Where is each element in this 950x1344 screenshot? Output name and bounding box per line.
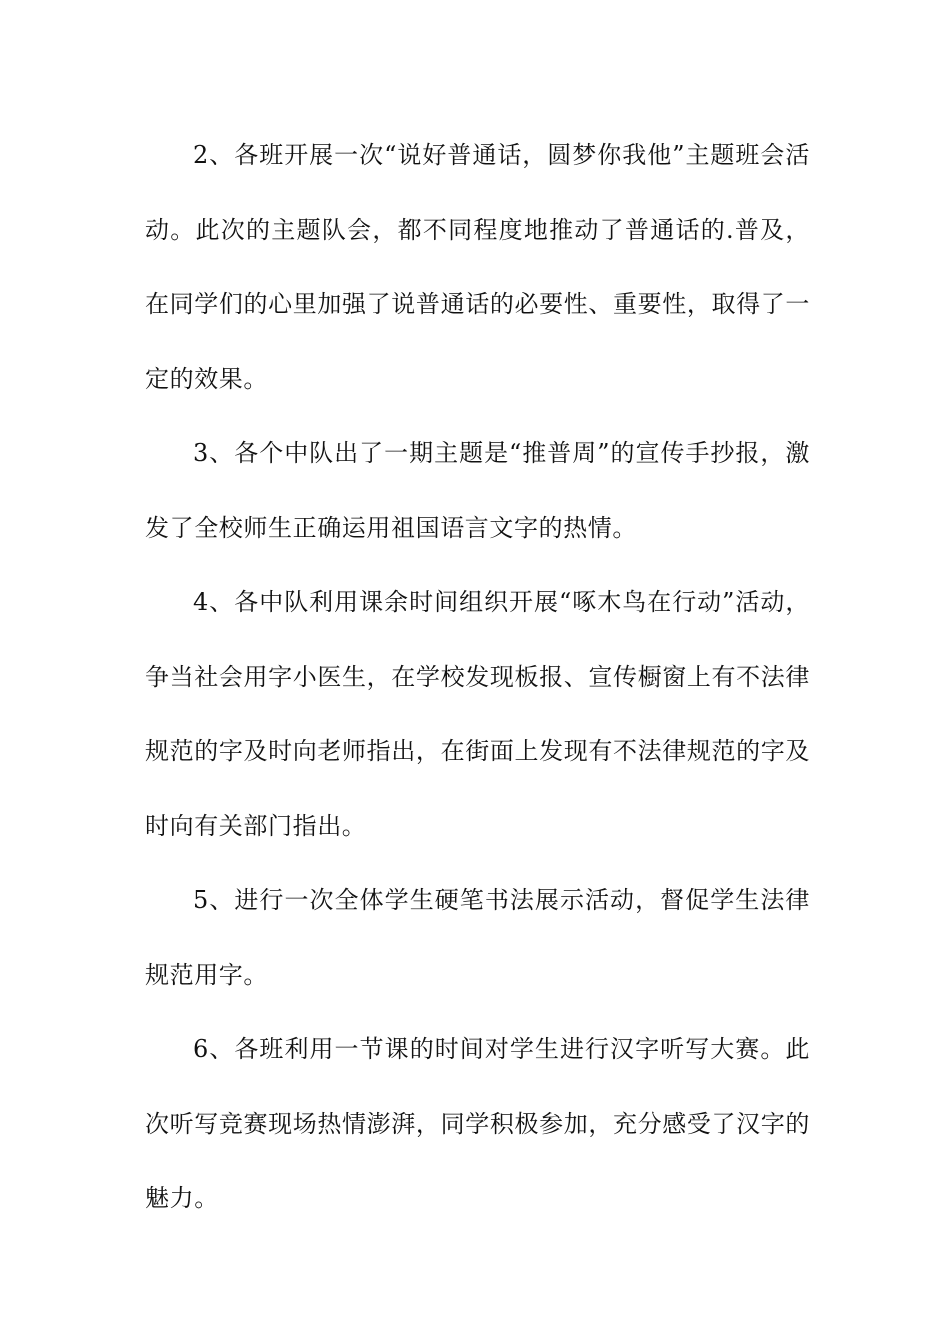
paragraph-6: 6、各班利用一节课的时间对学生进行汉字听写大赛。此次听写竞赛现场热情澎湃，同学积极参加，充分感受了汉字的魅力。: [145, 1035, 810, 1212]
paragraph-4: 4、各中队利用课余时间组织开展“啄木鸟在行动”活动，争当社会用字小医生，在学校发现板报、宣传橱窗上有不法律规范的字及时向老师指出，在街面上发现有不法律规范的字及时向有关部门指出。: [145, 588, 810, 840]
document-body: [145, 118, 810, 1236]
paragraph-5: 5、进行一次全体学生硬笔书法展示活动，督促学生法律规范用字。: [145, 886, 810, 989]
paragraph-3: 3、各个中队出了一期主题是“推普周”的宣传手抄报，激发了全校师生正确运用祖国语言文字的热情。: [145, 439, 810, 542]
paragraph-2: 2、各班开展一次“说好普通话，圆梦你我他”主题班会活动。此次的主题队会，都不同程度地推动了普通话的.普及，在同学们的心里加强了说普通话的必要性、重要性，取得了一定的效果。: [145, 141, 810, 393]
